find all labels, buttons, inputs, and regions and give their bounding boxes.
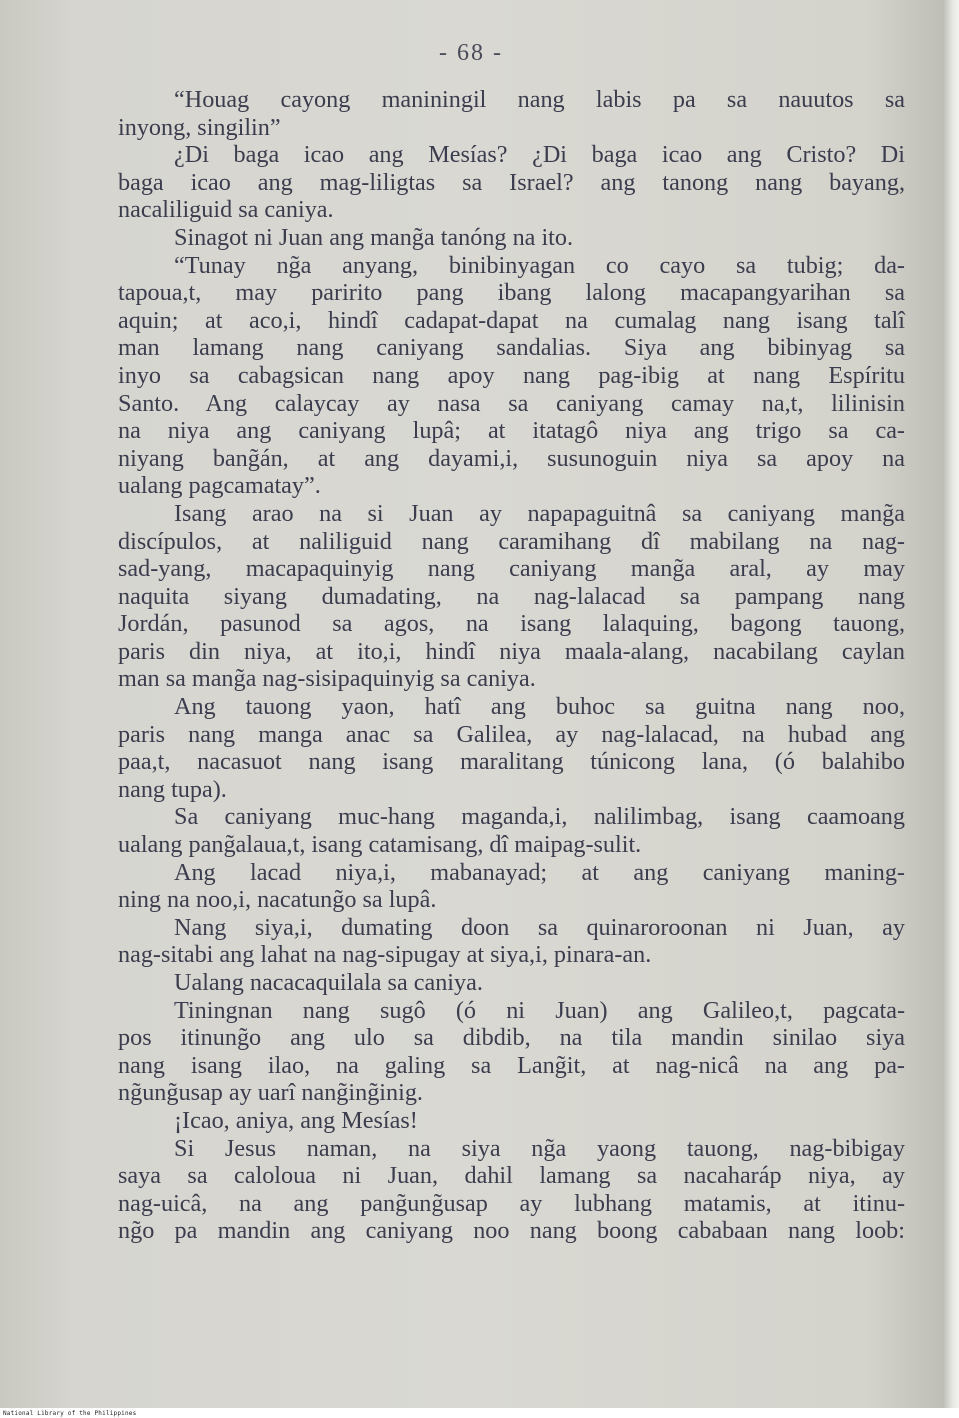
text-line: na niya ang caniyang lupâ; at itatagô niya ang trigo sa ca- [118,417,905,445]
text-line: Santo. Ang calaycay ay nasa sa caniyang camay na,t, lilinisin [118,389,905,417]
text-line: ning na noo,i, nacatung̃o sa lupâ. [118,886,437,914]
text-line: nang isang ilao, na galing sa Lang̃it, at nag-nicâ na ang pa- [118,1051,905,1079]
text-line: “Tunay ng̃a anyang, binibinyagan co cayo sa tubig; da- [174,251,905,279]
footer-strip [0,1408,959,1418]
text-line: baga icao ang mag-liligtas sa Israel? ang tanong nang bayang, [118,168,905,196]
text-line: pos itinung̃o ang ulo sa dibdib, na tila mandin sinilao siya [118,1024,905,1052]
text-line: nag-uicâ, na ang pang̃ung̃usap ay lubhang matamis, at itinu- [118,1189,905,1217]
text-line: Nang siya,i, dumating doon sa quinaroroonan ni Juan, ay [174,913,905,941]
text-line: saya sa caloloua ni Juan, dahil lamang sa nacaharáp niya, ay [118,1162,905,1190]
text-line: Ualang nacacaquilala sa caniya. [174,969,483,996]
text-line: Ang tauong yaon, hatî ang buhoc sa guitna nang noo, [174,693,905,721]
text-line: man lamang nang caniyang sandalias. Siya ang bibinyag sa [118,334,905,362]
library-credit: National Library of the Philippines [3,1410,137,1417]
body-text [118,86,905,1245]
text-line: ng̃o pa mandin ang caniyang noo nang boong cababaan nang loob: [118,1217,905,1245]
text-line: paris din niya, at ito,i, hindî niya maala-alang, nacabilang caylan [118,637,905,665]
text-line: nag-sitabi ang lahat na nag-sipugay at siya,i, pinara-an. [118,941,652,969]
text-line: ¡Icao, aniya, ang Mesías! [174,1106,418,1134]
page-number: - 68 - [439,40,503,66]
text-line: nacaliliguid sa caniya. [118,196,334,224]
text-line: inyo sa cabagsican nang apoy nang pag-ibig at nang Espíritu [118,361,905,389]
text-line: Sinagot ni Juan ang mang̃a tanóng na ito. [174,223,574,251]
text-line: ng̃ung̃usap ay uarî nang̃ing̃inig. [118,1079,423,1107]
text-line: paa,t, nacasuot nang isang maralitang túnicong lana, (ó balahibo [118,748,905,776]
text-line: aquin; at aco,i, hindî cadapat-dapat na cumalag nang isang talî [118,306,905,334]
text-line: Jordán, pasunod sa agos, na isang lalaquing, bagong tauong, [118,610,905,638]
text-line: niyang bang̃án, at ang dayami,i, susunoguin niya sa apoy na [118,444,905,472]
text-line: nang tupa). [118,775,227,803]
text-line: Ang lacad niya,i, mabanayad; at ang caniyang maning- [174,858,905,886]
text-line: discípulos, at naliliguid nang caramihang dî mabilang na nag- [118,527,905,555]
text-line: tapoua,t, may paririto pang ibang lalong macapangyarihan sa [118,279,905,307]
text-line: Isang arao na si Juan ay napapaguitnâ sa caniyang mang̃a [174,499,905,527]
text-line: Sa caniyang muc-hang maganda,i, nalilimbag, isang caamoang [174,803,905,831]
text-line: Tiningnan nang sugô (ó ni Juan) ang Galileo,t, pagcata- [174,996,905,1024]
page-edge [942,0,959,1418]
text-line: ¿Di baga icao ang Mesías? ¿Di baga icao ang Cristo? Di [174,141,905,169]
text-line: sad-yang, macapaquinyig nang caniyang mang̃a aral, ay may [118,555,905,583]
text-line: “Houag cayong maniningil nang labis pa sa nauutos sa [174,86,905,113]
text-line: naquita siyang dumadating, na nag-lalacad sa pampang nang [118,582,905,610]
text-line: inyong, singilin” [118,113,281,141]
text-line: ualang pang̃alaua,t, isang catamisang, dî maipag-sulit. [118,831,642,859]
text-line: ualang pagcamatay”. [118,472,321,500]
text-line: paris nang manga anac sa Galilea, ay nag-lalacad, na hubad ang [118,720,905,748]
text-line: Si Jesus naman, na siya ng̃a yaong tauong, nag-bibigay [174,1134,905,1162]
text-line: man sa mang̃a nag-sisipaquinyig sa caniya. [118,665,536,693]
